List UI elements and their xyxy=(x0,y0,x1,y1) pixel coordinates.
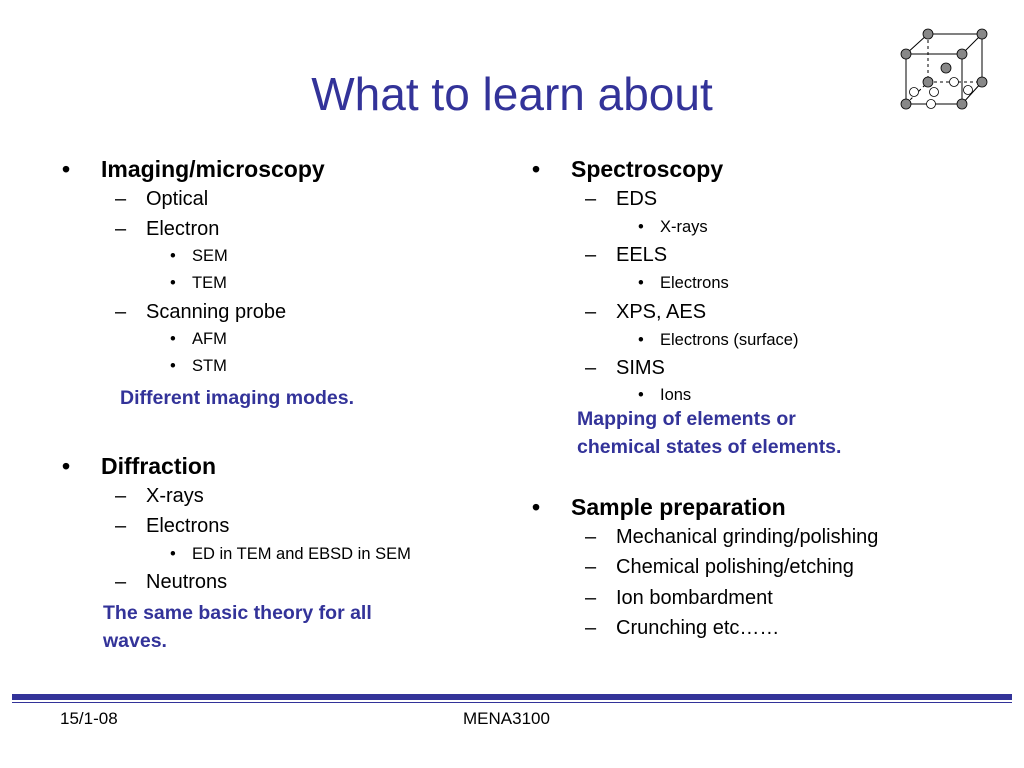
heading-imaging: Imaging/microscopy xyxy=(101,156,325,182)
bullet: • xyxy=(170,330,176,348)
footer-course: MENA3100 xyxy=(463,709,550,728)
dash: – xyxy=(585,357,597,379)
slide-title: What to learn about xyxy=(311,68,713,120)
item-chemical: Chemical polishing/etching xyxy=(616,556,854,578)
note-spectroscopy xyxy=(577,405,841,461)
item-stm: STM xyxy=(192,357,227,375)
bullet: • xyxy=(638,331,644,349)
dash: – xyxy=(585,556,597,578)
item-sem: SEM xyxy=(192,247,228,265)
note-diffraction xyxy=(103,599,372,655)
item-neutrons: Neutrons xyxy=(146,571,228,593)
item-eds: EDS xyxy=(616,188,658,210)
item-xps: XPS, AES xyxy=(616,301,707,323)
item-tem: TEM xyxy=(192,274,227,292)
bullet: • xyxy=(62,453,71,479)
item-eels-electrons: Electrons xyxy=(660,274,729,292)
dash: – xyxy=(585,188,597,210)
dash: – xyxy=(115,301,127,323)
note-line: Mapping of elements or xyxy=(577,408,796,430)
item-sims-ions: Ions xyxy=(660,386,692,404)
bullet: • xyxy=(62,156,71,182)
dash: – xyxy=(585,301,597,323)
dash: – xyxy=(115,571,127,593)
note-line: waves. xyxy=(103,630,167,652)
heading-spectroscopy: Spectroscopy xyxy=(571,156,724,182)
item-eds-xrays: X-rays xyxy=(660,218,708,236)
dash: – xyxy=(585,587,597,609)
note-line: The same basic theory for all xyxy=(103,602,372,624)
dash: – xyxy=(115,485,127,507)
item-scanning-probe: Scanning probe xyxy=(146,301,287,323)
footer-date: 15/1-08 xyxy=(60,709,118,728)
bullet: • xyxy=(170,247,176,265)
bullet: • xyxy=(638,274,644,292)
bullet: • xyxy=(638,218,644,236)
item-optical: Optical xyxy=(146,188,209,210)
heading-sample-preparation: Sample preparation xyxy=(571,494,786,520)
dash: – xyxy=(115,188,127,210)
bullet: • xyxy=(170,357,176,375)
item-crunching: Crunching etc…… xyxy=(616,617,780,639)
bullet: • xyxy=(170,545,176,563)
dash: – xyxy=(585,526,597,548)
item-xrays: X-rays xyxy=(146,485,204,507)
bullet: • xyxy=(532,156,541,182)
note-imaging: Different imaging modes. xyxy=(120,387,355,409)
item-xps-electrons: Electrons (surface) xyxy=(660,331,799,349)
footer-divider-thick xyxy=(12,694,1012,700)
note-line: chemical states of elements. xyxy=(577,436,842,458)
heading-diffraction: Diffraction xyxy=(101,453,216,479)
item-electrons: Electrons xyxy=(146,515,230,537)
item-afm: AFM xyxy=(192,330,227,348)
item-mechanical: Mechanical grinding/polishing xyxy=(616,526,879,548)
dash: – xyxy=(585,244,597,266)
dash: – xyxy=(585,617,597,639)
dash: – xyxy=(115,218,127,240)
item-ed: ED in TEM and EBSD in SEM xyxy=(192,545,411,563)
bullet: • xyxy=(170,274,176,292)
crystal-lattice-icon xyxy=(896,24,996,114)
bullet: • xyxy=(638,386,644,404)
dash: – xyxy=(115,515,127,537)
bullet: • xyxy=(532,494,541,520)
item-eels: EELS xyxy=(616,244,668,266)
item-ion-bombardment: Ion bombardment xyxy=(616,587,773,609)
item-electron: Electron xyxy=(146,218,220,240)
footer-divider-thin xyxy=(12,702,1012,703)
item-sims: SIMS xyxy=(616,357,665,379)
